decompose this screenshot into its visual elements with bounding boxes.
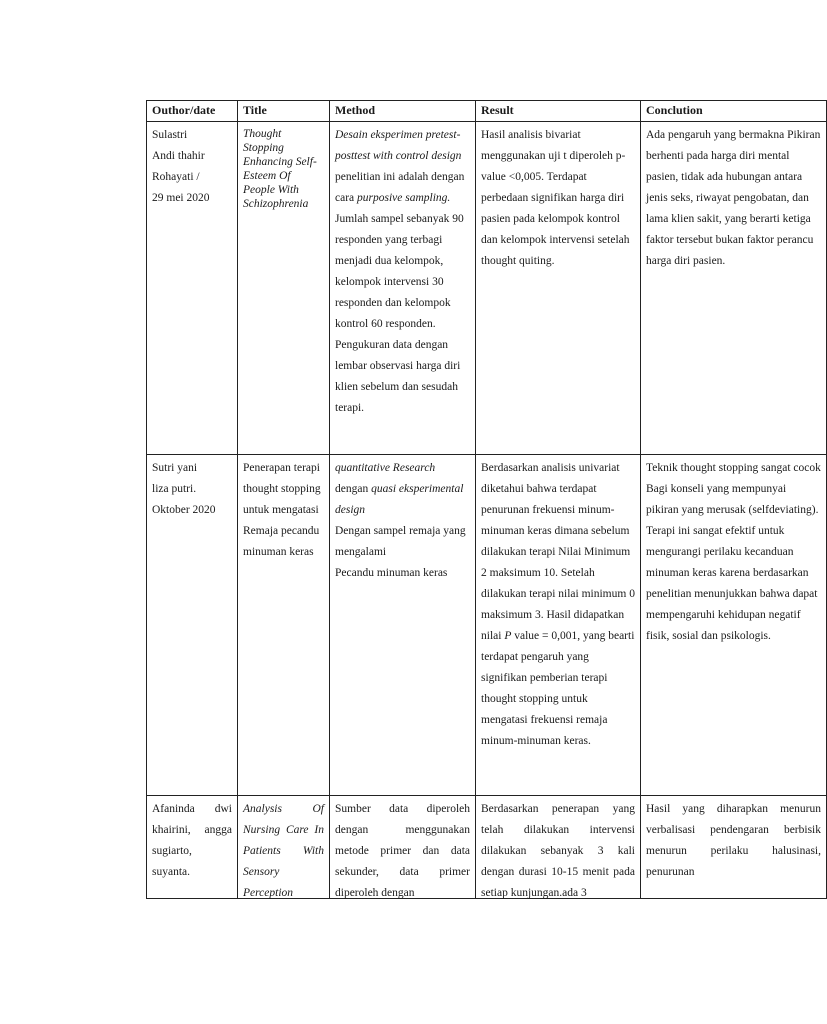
result-text: value = 0,001, yang bearti terdapat pengaruh yang signifikan pemberian terapi thought stopping untuk mengatasi frekuensi remaja minum-minuman keras.	[481, 630, 635, 747]
header-result: Result	[476, 101, 641, 122]
result-text: Berdasarkan analisis univariat diketahui bahwa terdapat penurunan frekuensi minum-minuman keras dimana sebelum dilakukan terapi Nilai Minimum 2 maksimum 10. Setelah dilakukan terapi nilai minimum 0 maksimum 3. Hasil didapatkan nilai	[481, 462, 635, 642]
method-text: Jumlah sampel sebanyak 90 responden yang terbagi menjadi dua kelompok, kelompok intervensi 30 responden dan kelompok kontrol 60 responden. Pengukuran data dengan lembar observasi harga diri klien sebelum dan sesudah terapi.	[335, 213, 464, 414]
method-text: dengan	[335, 483, 372, 495]
table-row	[147, 455, 827, 796]
result-cell	[476, 122, 641, 455]
paper-title: Analysis Of Nursing Care In Patients With Sensory Perception	[243, 803, 324, 899]
literature-review-table	[146, 100, 827, 899]
method-population: Pecandu minuman keras	[335, 567, 448, 579]
method-sample: Dengan sampel remaja yang mengalami	[335, 525, 466, 558]
author-line: Andi thahir	[152, 150, 205, 162]
conclusion-cell	[641, 122, 827, 455]
author-date-cell	[147, 796, 238, 899]
method-cell	[330, 796, 476, 899]
table-row	[147, 122, 827, 455]
author-line: liza putri.	[152, 483, 197, 495]
conclusion-text: Ada pengaruh yang bermakna Pikiran berhenti pada harga diri mental pasien, tidak ada hubungan antara jenis seks, riwayat pengobatan, dan lama klien sakit, yang berarti ketiga faktor tersebut bukan faktor perancu harga diri pasien.	[646, 129, 821, 267]
conclusion-cell	[641, 455, 827, 796]
result-cell	[476, 455, 641, 796]
method-text: Sumber data diperoleh dengan menggunakan metode primer dan data sekunder, data primer diperoleh dengan	[335, 803, 470, 899]
p-symbol: P	[504, 630, 512, 642]
date-line: Oktober 2020	[152, 504, 216, 516]
header-conclusion: Conclution	[641, 101, 827, 122]
paper-title: Thought Stopping Enhancing Self-Esteem Of People With Schizophrenia	[243, 128, 317, 210]
author-line: Sutri yani	[152, 462, 198, 474]
result-cell	[476, 796, 641, 899]
conclusion-text: Hasil yang diharapkan menurun verbalisasi pendengaran berbisik menurun perilaku halusinasi, penurunan	[646, 803, 821, 878]
author-line: Afaninda dwi khairini, angga sugiarto, suyanta.	[152, 803, 232, 878]
title-cell	[238, 796, 330, 899]
author-line: Sulastri	[152, 129, 188, 141]
table-row	[147, 796, 827, 899]
table-header-row	[147, 101, 827, 122]
author-date-cell	[147, 455, 238, 796]
author-line: Rohayati /	[152, 171, 200, 183]
conclusion-text: Bagi konseli yang mempunyai pikiran yang merusak (selfdeviating). Terapi ini sangat efektif untuk mengurangi perilaku kecanduan minuman keras karena berdasarkan penelitian menunjukkan bahwa dapat mempengaruhi kehidupan negatif fisik, sosial dan psikologis.	[646, 483, 819, 642]
header-method: Method	[330, 101, 476, 122]
header-author-date: Outhor/date	[147, 101, 238, 122]
method-design: quantitative Research	[335, 462, 436, 474]
method-design-type: quasi eksperimental design	[335, 483, 464, 516]
method-sampling: purposive sampling.	[357, 192, 451, 204]
conclusion-cell	[641, 796, 827, 899]
paper-title: Penerapan terapi thought stopping untuk mengatasi Remaja pecandu minuman keras	[243, 462, 321, 558]
method-text: penelitian ini adalah dengan cara	[335, 171, 465, 204]
header-title: Title	[238, 101, 330, 122]
result-text: Hasil analisis bivariat menggunakan uji t diperoleh p-value <0,005. Terdapat perbedaan signifikan harga diri pasien pada kelompok kontrol dan kelompok intervensi setelah thought quiting.	[481, 129, 630, 267]
author-date-cell	[147, 122, 238, 455]
title-cell	[238, 122, 330, 455]
title-cell	[238, 455, 330, 796]
date-line: 29 mei 2020	[152, 192, 210, 204]
conclusion-text: Teknik thought stopping sangat cocok	[646, 462, 821, 474]
method-design: Desain eksperimen pretest-posttest with control design	[335, 129, 462, 162]
result-text: Berdasarkan penerapan yang telah dilakukan intervensi dilakukan sebanyak 3 kali dengan durasi 10-15 menit pada setiap kunjungan.ada 3	[481, 803, 635, 899]
method-cell	[330, 122, 476, 455]
method-cell	[330, 455, 476, 796]
